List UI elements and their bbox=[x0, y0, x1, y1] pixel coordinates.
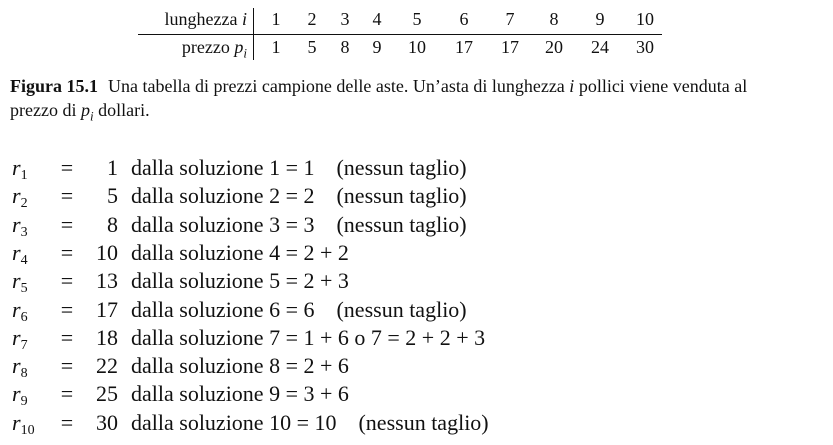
revenue-value: 5 bbox=[107, 183, 118, 209]
caption-text-3: dollari. bbox=[93, 100, 150, 120]
r-symbol: $r_8$ bbox=[12, 353, 28, 382]
length-cell: 10 bbox=[636, 9, 654, 29]
r-symbol: $r_6$ bbox=[12, 296, 28, 325]
r-symbol: $r_1$ bbox=[12, 155, 28, 183]
solution-text: dalla soluzione 2 = 2 (nessun taglio) bbox=[131, 183, 467, 209]
length-cell: 2 bbox=[307, 9, 317, 29]
r-symbol: $r_7$ bbox=[12, 324, 28, 353]
equation-line bbox=[0, 409, 833, 437]
solution-text: dalla soluzione 10 = 10 (nessun taglio) bbox=[131, 409, 489, 435]
equation-line bbox=[0, 296, 833, 324]
equation-line bbox=[0, 154, 833, 182]
r-symbol: $r_9$ bbox=[12, 381, 28, 410]
length-cell: 8 bbox=[549, 9, 559, 29]
revenue-value: 1 bbox=[107, 155, 118, 180]
equals-sign: = bbox=[60, 324, 74, 350]
price-cell: 24 bbox=[591, 37, 609, 57]
price-row bbox=[112, 34, 672, 60]
equals-sign: = bbox=[60, 381, 74, 407]
r-subscript: 1 bbox=[20, 168, 28, 183]
caption-text-2: pollici viene venduta al prezzo di bbox=[10, 76, 748, 120]
revenue-value: 10 bbox=[96, 239, 118, 265]
length-label: lunghezza bbox=[164, 9, 238, 29]
solution-note: (nessun taglio) bbox=[336, 183, 467, 209]
r-subscript: 3 bbox=[20, 224, 28, 240]
r-subscript: 6 bbox=[20, 309, 28, 325]
equation-line bbox=[0, 352, 833, 380]
equals-sign: = bbox=[60, 268, 74, 294]
equals-sign: = bbox=[60, 296, 74, 322]
price-var-sub: i bbox=[243, 45, 247, 61]
r-subscript: 8 bbox=[20, 366, 28, 382]
solution-text: dalla soluzione 1 = 1 (nessun taglio) bbox=[131, 155, 467, 180]
r-subscript: 9 bbox=[20, 394, 28, 410]
price-cell: 10 bbox=[408, 37, 426, 57]
solution-note: (nessun taglio) bbox=[358, 409, 489, 435]
r-symbol: $r_5$ bbox=[12, 268, 28, 297]
equals-sign: = bbox=[60, 409, 74, 435]
length-cell: 7 bbox=[505, 9, 515, 29]
solution-text: dalla soluzione 8 = 2 + 6 bbox=[131, 353, 349, 379]
solution-text: dalla soluzione 3 = 3 (nessun taglio) bbox=[131, 211, 467, 237]
revenue-value: 17 bbox=[96, 296, 118, 322]
solution-note: (nessun taglio) bbox=[336, 155, 467, 180]
price-label: prezzo bbox=[181, 37, 230, 57]
r-symbol: $r_2$ bbox=[12, 183, 28, 212]
r-subscript: 10 bbox=[20, 422, 35, 438]
solution-text: dalla soluzione 4 = 2 + 2 bbox=[131, 239, 349, 265]
caption-var-i: i bbox=[569, 76, 575, 96]
length-cell: 6 bbox=[459, 9, 469, 29]
length-cell: 3 bbox=[340, 9, 350, 29]
r-subscript: 7 bbox=[20, 337, 28, 353]
equation-line bbox=[0, 211, 833, 239]
equals-sign: = bbox=[60, 239, 74, 265]
revenue-value: 18 bbox=[96, 324, 118, 350]
price-cell: 17 bbox=[455, 37, 473, 57]
equation-line bbox=[0, 324, 833, 352]
equals-sign: = bbox=[60, 183, 74, 209]
r-subscript: 5 bbox=[20, 281, 28, 297]
r-symbol: $r_4$ bbox=[12, 239, 28, 268]
price-cell: 8 bbox=[340, 37, 350, 57]
revenue-value: 25 bbox=[96, 381, 118, 407]
equation-line bbox=[0, 239, 833, 267]
length-cell: 5 bbox=[412, 9, 422, 29]
caption-label: Figura 15.1 bbox=[10, 76, 98, 96]
solution-text: dalla soluzione 9 = 3 + 6 bbox=[131, 381, 349, 407]
revenue-value: 13 bbox=[96, 268, 118, 294]
solution-text: dalla soluzione 7 = 1 + 6 o 7 = 2 + 2 + 3 bbox=[131, 324, 486, 350]
caption-text-1: Una tabella di prezzi campione delle aste. Un’asta di lunghezza bbox=[108, 76, 570, 96]
equals-sign: = bbox=[60, 353, 74, 379]
caption-var-p: p bbox=[80, 100, 90, 120]
price-cell: 9 bbox=[372, 37, 382, 57]
revenue-value: 22 bbox=[96, 353, 118, 379]
equation-line bbox=[0, 267, 833, 295]
equation-line bbox=[0, 182, 833, 210]
price-cell: 20 bbox=[545, 37, 563, 57]
figure-caption bbox=[10, 74, 780, 129]
r-symbol: $r_3$ bbox=[12, 211, 28, 240]
solution-note: (nessun taglio) bbox=[336, 211, 467, 237]
price-cell: 30 bbox=[636, 37, 654, 57]
price-cell: 1 bbox=[271, 37, 281, 57]
length-cell: 4 bbox=[372, 9, 382, 29]
length-cell: 9 bbox=[595, 9, 605, 29]
length-var: i bbox=[241, 9, 247, 29]
r-symbol: $r_{10}$ bbox=[12, 409, 35, 438]
length-cell: 1 bbox=[271, 9, 281, 29]
length-row-header bbox=[112, 6, 247, 32]
solution-note: (nessun taglio) bbox=[336, 296, 467, 322]
price-cell: 17 bbox=[501, 37, 519, 57]
solution-text: dalla soluzione 5 = 2 + 3 bbox=[131, 268, 349, 294]
price-cell: 5 bbox=[307, 37, 317, 57]
table-horizontal-rule bbox=[138, 34, 662, 35]
caption-var-p-sub: i bbox=[89, 108, 94, 124]
equation-line bbox=[0, 380, 833, 408]
solution-text: dalla soluzione 6 = 6 (nessun taglio) bbox=[131, 296, 467, 322]
length-row bbox=[112, 6, 672, 32]
equals-sign: = bbox=[60, 211, 74, 237]
price-var: p bbox=[234, 37, 244, 57]
r-subscript: 4 bbox=[20, 252, 28, 268]
r-subscript: 2 bbox=[20, 196, 28, 212]
equals-sign: = bbox=[60, 155, 74, 180]
price-row-header bbox=[112, 34, 247, 67]
revenue-value: 30 bbox=[96, 409, 118, 435]
revenue-value: 8 bbox=[107, 211, 118, 237]
